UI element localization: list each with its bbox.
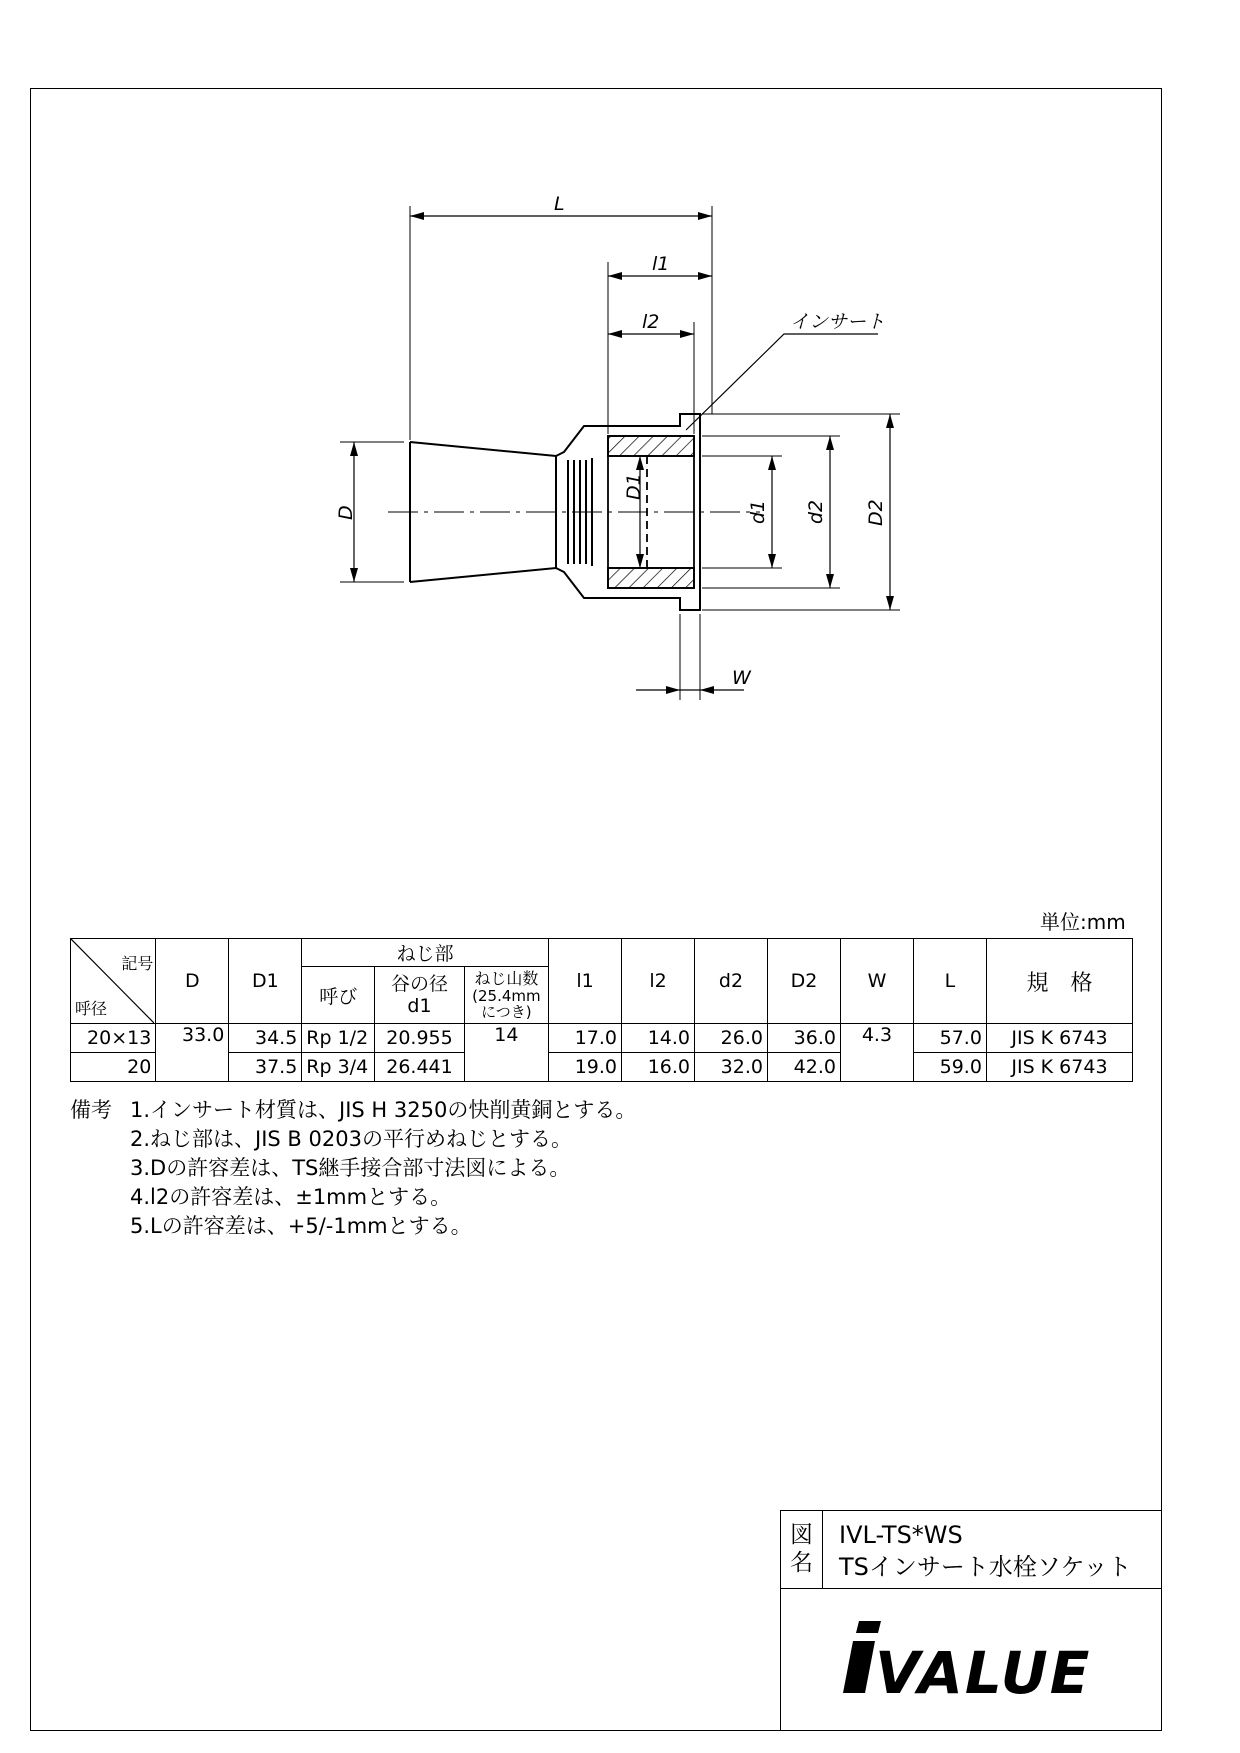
cell-L: 57.0 — [913, 1024, 986, 1053]
header-thread-count-1: ねじ山数 — [474, 969, 539, 988]
table-row — [71, 1053, 1133, 1082]
cell-D1: 37.5 — [229, 1053, 302, 1082]
header-D: D — [156, 939, 229, 1024]
note-row — [70, 1096, 636, 1125]
cell-W: 4.3 — [840, 1024, 913, 1082]
cell-d2: 26.0 — [695, 1024, 768, 1053]
cell-yobi: Rp 1/2 — [302, 1024, 375, 1053]
cell-l1: 17.0 — [549, 1024, 622, 1053]
spec-table — [70, 938, 1133, 1082]
cell-size: 20×13 — [71, 1024, 156, 1053]
note-item-1: 1.インサート材質は、JIS H 3250の快削黄銅とする。 — [130, 1098, 637, 1122]
dim-label-insert: インサート — [790, 311, 886, 333]
cell-l2: 14.0 — [622, 1024, 695, 1053]
ivalue-logo — [781, 1589, 1162, 1731]
header-corner — [71, 939, 156, 1024]
cell-standard: JIS K 6743 — [986, 1024, 1132, 1053]
cell-l2: 16.0 — [622, 1053, 695, 1082]
title-block-name — [823, 1511, 1162, 1589]
title-block — [780, 1510, 1162, 1731]
cell-d1: 20.955 — [375, 1024, 464, 1053]
technical-drawing — [0, 0, 1240, 760]
svg-text:VALUE: VALUE — [875, 1639, 1092, 1707]
dim-label-l2: l2 — [642, 311, 660, 333]
header-W: W — [840, 939, 913, 1024]
note-item-2: 2.ねじ部は、JIS B 0203の平行めねじとする。 — [130, 1127, 572, 1151]
corner-bottom-label: 呼径 — [75, 999, 108, 1018]
header-thread-count-2: (25.4mm — [472, 987, 541, 1005]
note-item-5: 5.Lの許容差は、+5/-1mmとする。 — [130, 1214, 472, 1238]
cell-size: 20 — [71, 1053, 156, 1082]
header-root-diameter-2: d1 — [407, 995, 432, 1017]
header-thread: ねじ部 — [302, 939, 549, 967]
cell-standard: JIS K 6743 — [986, 1053, 1132, 1082]
unit-label: 単位:mm — [1040, 910, 1126, 934]
header-D2: D2 — [767, 939, 840, 1024]
cell-D1: 34.5 — [229, 1024, 302, 1053]
notes-lead: 備考 — [70, 1098, 112, 1122]
dim-label-W: W — [732, 667, 751, 689]
note-row — [70, 1154, 636, 1183]
dim-label-d1: d1 — [747, 499, 769, 524]
cell-yobi: Rp 3/4 — [302, 1053, 375, 1082]
header-L: L — [913, 939, 986, 1024]
cell-L: 59.0 — [913, 1053, 986, 1082]
cell-D: 33.0 — [156, 1024, 229, 1082]
cell-thread-count: 14 — [464, 1024, 548, 1082]
dim-label-D1: D1 — [623, 473, 645, 500]
note-item-3: 3.Dの許容差は、TS継手接合部寸法図による。 — [130, 1156, 571, 1180]
dim-label-L: L — [554, 193, 565, 215]
header-thread-count-3: につき) — [481, 1003, 532, 1021]
dim-label-D: D — [335, 505, 357, 520]
note-row — [70, 1125, 636, 1154]
drawing-code: IVL-TS*WS — [839, 1521, 963, 1549]
header-l1: l1 — [549, 939, 622, 1024]
corner-top-label: 記号 — [121, 954, 154, 973]
notes — [70, 1096, 636, 1241]
header-thread-count — [464, 967, 548, 1024]
cell-D2: 42.0 — [767, 1053, 840, 1082]
dim-label-l1: l1 — [652, 253, 670, 275]
table-row — [71, 1024, 1133, 1053]
cell-D2: 36.0 — [767, 1024, 840, 1053]
note-row — [70, 1212, 636, 1241]
header-l2: l2 — [622, 939, 695, 1024]
header-D1: D1 — [229, 939, 302, 1024]
cell-d1: 26.441 — [375, 1053, 464, 1082]
note-row — [70, 1183, 636, 1212]
header-d2: d2 — [695, 939, 768, 1024]
dim-label-d2: d2 — [805, 499, 827, 524]
title-block-label-2: 名 — [790, 1550, 813, 1576]
title-block-label-1: 図 — [790, 1522, 813, 1548]
cell-d2: 32.0 — [695, 1053, 768, 1082]
header-root-diameter-1: 谷の径 — [390, 973, 448, 995]
header-yobi: 呼び — [302, 967, 375, 1024]
note-item-4: 4.l2の許容差は、±1mmとする。 — [130, 1185, 452, 1209]
drawing-name: TSインサート水栓ソケット — [839, 1553, 1132, 1581]
logo-graphic — [781, 1589, 1161, 1730]
dim-label-D2: D2 — [865, 499, 887, 526]
header-root-diameter — [375, 967, 464, 1024]
header-standard: 規 格 — [986, 939, 1132, 1024]
title-block-label — [781, 1511, 823, 1589]
cell-l1: 19.0 — [549, 1053, 622, 1082]
